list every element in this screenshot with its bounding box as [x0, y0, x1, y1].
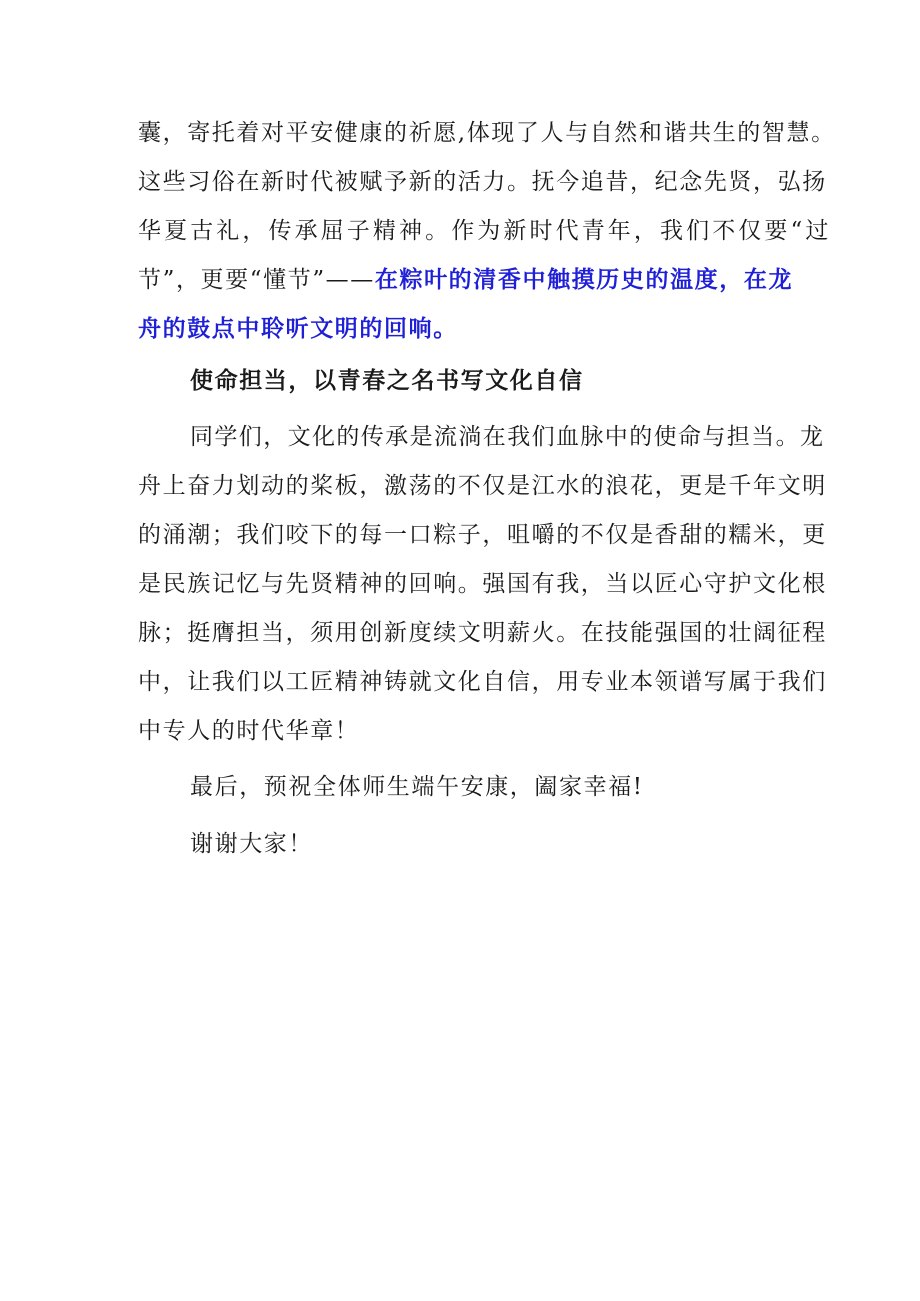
- paragraph-line: [138, 265, 798, 295]
- highlighted-text: 在粽叶的清香中触摸历史的温度，在龙: [374, 266, 794, 293]
- paragraph-line: 囊，寄托着对平安健康的祈愿,体现了人与自然和谐共生的智慧。: [138, 120, 836, 146]
- closing-thanks: 谢谢大家！: [190, 831, 313, 857]
- paragraph-line: 是民族记忆与先贤精神的回响。强国有我，当以匠心守护文化根: [138, 571, 827, 597]
- paragraph-line: 舟上奋力划动的桨板，激荡的不仅是江水的浪花，更是千年文明: [138, 473, 827, 499]
- closing-wish: 最后，预祝全体师生端午安康，阖家幸福!: [190, 774, 644, 800]
- highlighted-text: 舟的鼓点中聆听文明的回响。: [138, 315, 458, 342]
- paragraph-line: 同学们，文化的传承是流淌在我们血脉中的使命与担当。龙: [190, 424, 825, 450]
- paragraph-line: 中，让我们以工匠精神铸就文化自信，用专业本领谱写属于我们: [138, 669, 827, 695]
- paragraph-line: 的涌潮；我们咬下的每一口粽子，咀嚼的不仅是香甜的糯米，更: [138, 522, 827, 548]
- paragraph-line: 中专人的时代华章！: [138, 718, 360, 744]
- paragraph-text: 节”，更要“懂节”——: [138, 267, 375, 293]
- section-heading: 使命担当，以青春之名书写文化自信: [190, 367, 584, 394]
- paragraph-line: [138, 314, 798, 344]
- paragraph-line: 华夏古礼，传承屈子精神。作为新时代青年，我们不仅要“过: [138, 218, 832, 244]
- paragraph-line: 脉；挺膺担当，须用创新度续文明薪火。在技能强国的壮阔征程: [138, 620, 827, 646]
- paragraph-line: 这些习俗在新时代被赋予新的活力。抚今追昔，纪念先贤，弘扬: [138, 169, 827, 195]
